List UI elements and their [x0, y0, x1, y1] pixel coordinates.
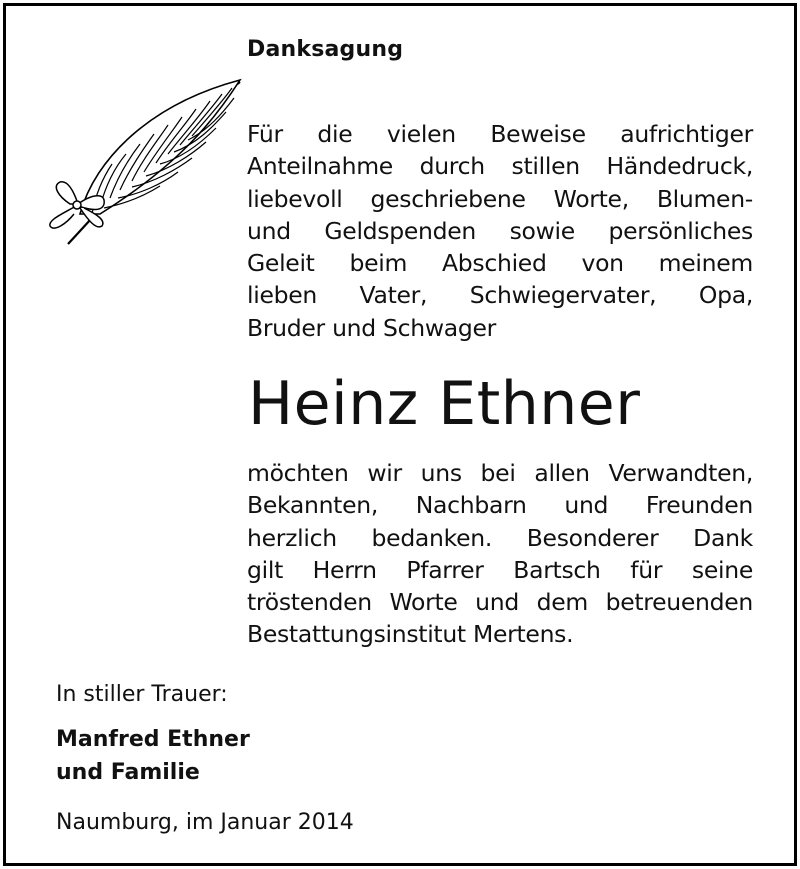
text-line: Bekannten, Nachbarn und Freunden	[247, 491, 753, 520]
text-line: liebevoll geschriebene Worte, Blumen-	[247, 184, 753, 213]
gratitude-paragraph	[247, 457, 753, 651]
obituary-notice	[3, 3, 797, 866]
text-line: Anteilnahme durch stillen Händedruck,	[247, 152, 753, 181]
signer-family: und Familie	[56, 760, 200, 785]
text-line: gilt Herrn Pfarrer Bartsch für seine	[247, 555, 753, 584]
signer-block	[56, 723, 250, 789]
thanks-paragraph	[247, 118, 753, 344]
text-line: und Geldspenden sowie persönliches	[247, 216, 753, 245]
place-and-date: Naumburg, im Januar 2014	[56, 810, 354, 835]
text-line: lieben Vater, Schwiegervater, Opa,	[247, 281, 753, 310]
feather-with-ribbon-icon	[40, 64, 250, 254]
deceased-name: Heinz Ethner	[248, 369, 641, 439]
text-line: Geleit beim Abschied von meinem	[247, 249, 753, 278]
text-line: herzlich bedanken. Besonderer Dank	[247, 523, 753, 552]
text-line: Bruder und Schwager	[247, 313, 497, 342]
mourning-intro: In stiller Trauer:	[56, 682, 228, 707]
text-line: möchten wir uns bei allen Verwandten,	[247, 459, 753, 487]
text-line: Bestattungsinstitut Mertens.	[247, 620, 574, 649]
notice-heading: Danksagung	[247, 37, 404, 62]
text-line: Für die vielen Beweise aufrichtiger	[247, 120, 753, 148]
text-line: tröstenden Worte und dem betreuenden	[247, 588, 753, 617]
signer-name: Manfred Ethner	[56, 727, 250, 752]
